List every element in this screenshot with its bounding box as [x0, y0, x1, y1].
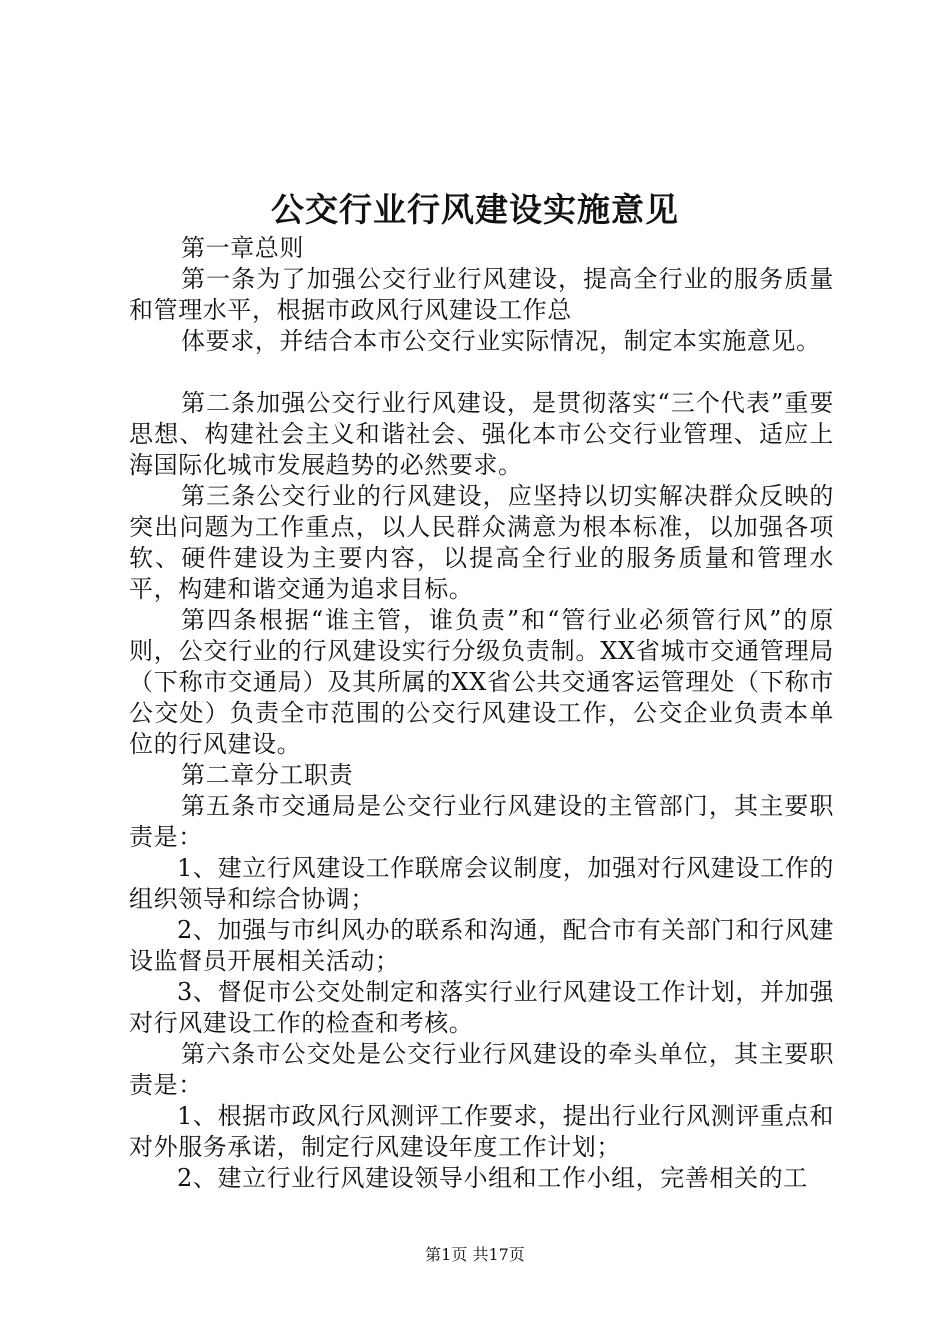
document-title: 公交行业行风建设实施意见	[271, 190, 679, 229]
chapter-heading: 第二章分工职责	[181, 761, 354, 789]
list-item: 2、加强与市纠风办的联系和沟通，配合市有关部门和行风建设监督员开展相关活动；	[129, 916, 834, 975]
list-item: 3、督促市公交处制定和落实行业行风建设工作计划，并加强对行风建设工作的检查和考核。	[129, 978, 834, 1037]
list-item: 1、根据市政风行风测评工作要求，提出行业行风测评重点和对外服务承诺，制定行风建设年度工作计划；	[129, 1102, 834, 1161]
list-item: 2、建立行业行风建设领导小组和工作小组，完善相关的工	[177, 1164, 808, 1192]
article-paragraph: 第三条公交行业的行风建设，应坚持以切实解决群众反映的突出问题为工作重点，以人民群众满意为根本标准，以加强各项软、硬件建设为主要内容，以提高全行业的服务质量和管理水平，构建和谐交通为追求目标。	[129, 482, 834, 603]
paragraph-gap	[129, 357, 834, 388]
page-number-footer: 第1页 共17页	[425, 1245, 525, 1264]
article-paragraph: 体要求，并结合本市公交行业实际情况，制定本实施意见。	[181, 327, 821, 355]
article-paragraph: 第一条为了加强公交行业行风建设，提高全行业的服务质量和管理水平，根据市政风行风建设工作总	[129, 265, 834, 324]
article-paragraph: 第二条加强公交行业行风建设，是贯彻落实“三个代表”重要思想、构建社会主义和谐社会、强化本市公交行业管理、适应上海国际化城市发展趋势的必然要求。	[129, 389, 834, 479]
list-item: 1、建立行风建设工作联席会议制度，加强对行风建设工作的组织领导和综合协调；	[129, 854, 834, 913]
document-body	[129, 233, 834, 1194]
article-paragraph: 第五条市交通局是公交行业行风建设的主管部门，其主要职责是：	[129, 792, 834, 851]
article-paragraph: 第六条市公交处是公交行业行风建设的牵头单位，其主要职责是：	[129, 1040, 834, 1099]
article-paragraph: 第四条根据“谁主管，谁负责”和“管行业必须管行风”的原则，公交行业的行风建设实行分级负责制。XX省城市交通管理局（下称市交通局）及其所属的XX省公共交通客运管理处（下称市公交处）负责全市范围的公交行风建设工作，公交企业负责本单位的行风建设。	[129, 606, 834, 758]
chapter-heading: 第一章总则	[181, 234, 304, 262]
